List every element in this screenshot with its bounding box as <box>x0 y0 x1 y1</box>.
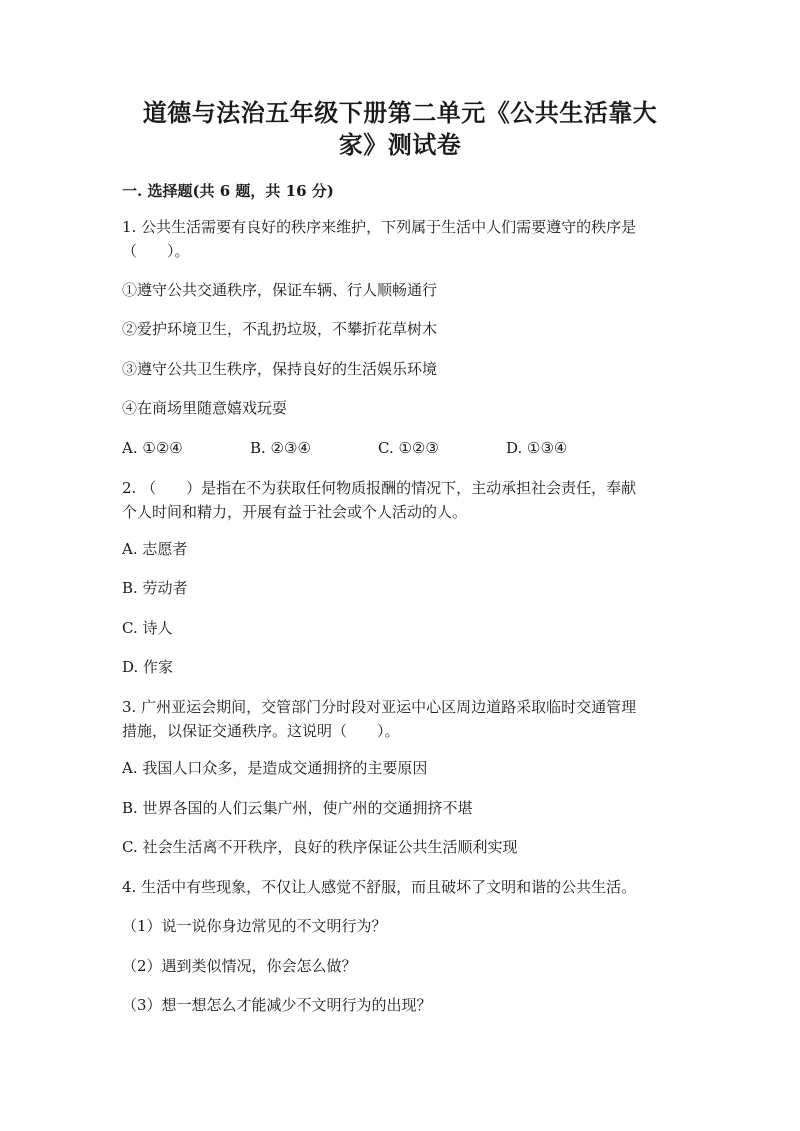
q1-option-a: A. ①②④ <box>122 439 183 457</box>
q4-sub-3: （3）想一想怎么才能减少不文明行为的出现？ <box>122 996 432 1014</box>
section-heading: 一. 选择题(共 6 题，共 16 分) <box>122 182 334 200</box>
q1-item-1: ①遵守公共交通秩序，保证车辆、行人顺畅通行 <box>122 281 438 299</box>
q1-item-3: ③遵守公共卫生秩序，保持良好的生活娱乐环境 <box>122 360 438 378</box>
q1-stem-line-2: （ ）。 <box>122 242 190 260</box>
q2-option-a: A. 志愿者 <box>122 540 188 558</box>
title-line-1: 道德与法治五年级下册第二单元《公共生活靠大 <box>142 98 658 127</box>
q4-sub-2: （2）遇到类似情况，你会怎么做？ <box>122 957 357 975</box>
q2-stem-line-2: 个人时间和精力，开展有益于社会或个人活动的人。 <box>122 503 468 521</box>
q3-stem-line-2: 措施，以保证交通秩序。这说明（ ）。 <box>122 722 400 740</box>
q2-stem-line-1: 2. （ ）是指在不为获取任何物质报酬的情况下，主动承担社会责任，奉献 <box>122 479 637 497</box>
q1-option-c: C. ①②③ <box>378 439 439 457</box>
q1-stem-line-1: 1. 公共生活需要有良好的秩序来维护，下列属于生活中人们需要遵守的秩序是 <box>122 218 637 236</box>
q3-option-c: C. 社会生活离不开秩序，良好的秩序保证公共生活顺利实现 <box>122 838 518 856</box>
q1-item-4: ④在商场里随意嬉戏玩耍 <box>122 399 288 417</box>
q1-item-2: ②爱护环境卫生，不乱扔垃圾，不攀折花草树木 <box>122 320 438 338</box>
q3-option-b: B. 世界各国的人们云集广州，使广州的交通拥挤不堪 <box>122 799 473 817</box>
q2-option-d: D. 作家 <box>122 658 174 676</box>
q3-stem-line-1: 3. 广州亚运会期间，交管部门分时段对亚运中心区周边道路采取临时交通管理 <box>122 698 637 716</box>
q2-option-b: B. 劳动者 <box>122 579 188 597</box>
q1-options <box>122 437 682 459</box>
q4-stem: 4. 生活中有些现象，不仅让人感觉不舒服，而且破坏了文明和谐的公共生活。 <box>122 878 637 896</box>
q1-option-b: B. ②③④ <box>250 439 311 457</box>
q3-option-a: A. 我国人口众多，是造成交通拥挤的主要原因 <box>122 759 428 777</box>
title-line-2: 家》测试卷 <box>338 130 462 159</box>
q1-option-d: D. ①③④ <box>506 439 568 457</box>
q4-sub-1: （1）说一说你身边常见的不文明行为？ <box>122 917 387 935</box>
q2-option-c: C. 诗人 <box>122 619 173 637</box>
page-title <box>100 97 700 161</box>
